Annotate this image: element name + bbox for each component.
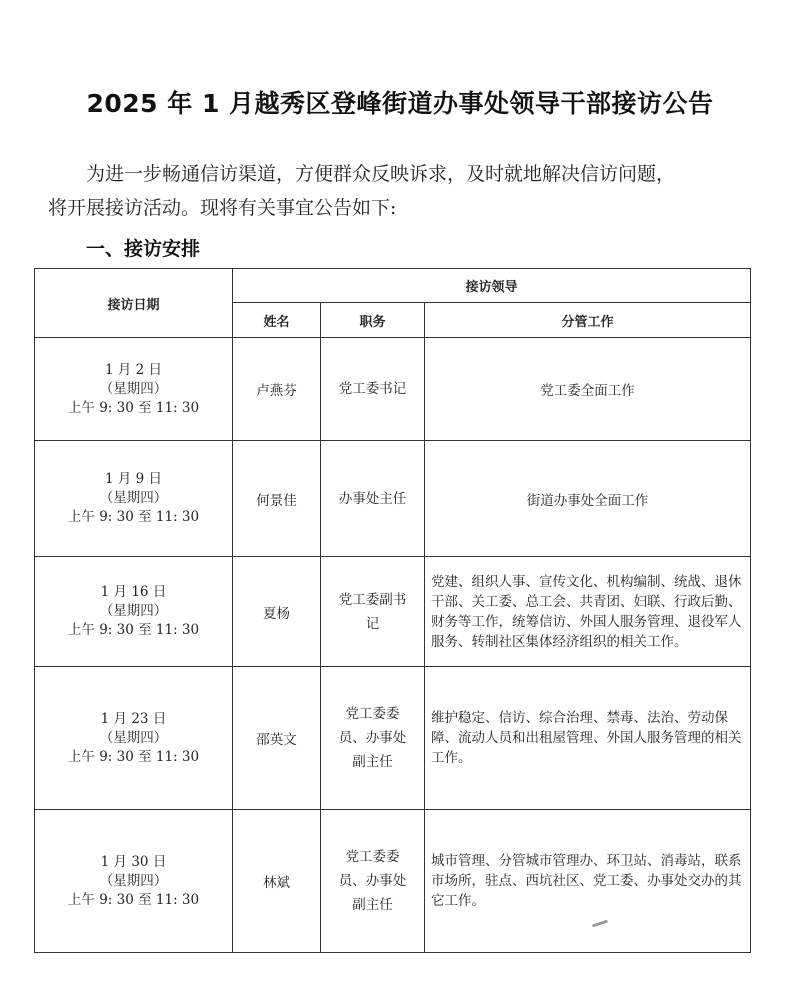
- intro-line-2: 将开展接访活动。现将有关事宜公告如下:: [48, 197, 397, 219]
- table-row: [35, 667, 751, 810]
- duty-cell: 党建、组织人事、宣传文化、机构编制、统战、退休干部、关工委、总工会、共青团、妇联、行政后勤、财务等工作，统筹信访、外国人服务管理、退役军人服务、转制社区集体经济组织的相关工作。: [425, 557, 751, 667]
- header-position: 职务: [321, 303, 425, 338]
- table-row: [35, 441, 751, 557]
- date-text: 1 月 2 日: [104, 361, 163, 378]
- time-text: 上午 9: 30 至 11: 30: [67, 891, 200, 908]
- date-cell: [35, 338, 233, 441]
- table-row: [35, 557, 751, 667]
- name-cell: 夏杨: [233, 557, 321, 667]
- date-cell: [35, 810, 233, 953]
- name-cell: 卢燕芬: [233, 338, 321, 441]
- time-text: 上午 9: 30 至 11: 30: [67, 622, 200, 638]
- date-cell: [35, 557, 233, 667]
- time-text: 上午 9: 30 至 11: 30: [67, 509, 200, 525]
- duty-cell: 维护稳定、信访、综合治理、禁毒、法治、劳动保障、流动人员和出租屋管理、外国人服务管理的相关工作。: [425, 667, 751, 810]
- date-text: 1 月 30 日: [100, 853, 167, 870]
- table-row: [35, 338, 751, 441]
- date-text: 1 月 9 日: [104, 471, 163, 487]
- time-text: 上午 9: 30 至 11: 30: [67, 748, 200, 765]
- date-cell: [35, 441, 233, 557]
- weekday-text: （星期四）: [99, 872, 168, 889]
- duty-cell: 街道办事处全面工作: [425, 441, 751, 557]
- date-text: 1 月 23 日: [100, 710, 167, 727]
- intro-paragraph: [48, 157, 764, 225]
- header-date: 接访日期: [35, 269, 233, 338]
- intro-line-1: 为进一步畅通信访渠道，方便群众反映诉求，及时就地解决信访问题，: [86, 163, 676, 185]
- page-title: 2025 年 1 月越秀区登峰街道办事处领导干部接访公告: [86, 89, 714, 118]
- position-cell: 党工委副书记: [321, 557, 425, 667]
- position-cell: 党工委委员、办事处副主任: [321, 667, 425, 810]
- header-duty: 分管工作: [425, 303, 751, 338]
- weekday-text: （星期四）: [99, 490, 168, 506]
- time-text: 上午 9: 30 至 11: 30: [67, 399, 200, 416]
- weekday-text: （星期四）: [99, 380, 168, 397]
- name-cell: 邵英文: [233, 667, 321, 810]
- section-heading: 一、接访安排: [86, 238, 201, 260]
- date-cell: [35, 667, 233, 810]
- duty-cell: 党工委全面工作: [425, 338, 751, 441]
- date-text: 1 月 16 日: [100, 584, 167, 600]
- table-row: [35, 810, 751, 953]
- weekday-text: （星期四）: [99, 603, 168, 619]
- name-cell: 何景佳: [233, 441, 321, 557]
- position-cell: 党工委委员、办事处副主任: [321, 810, 425, 953]
- position-cell: 办事处主任: [321, 441, 425, 557]
- weekday-text: （星期四）: [99, 729, 168, 746]
- duty-cell: 城市管理、分管城市管理办、环卫站、消毒站，联系市场所，驻点、西坑社区、党工委、办事处交办的其它工作。: [425, 810, 751, 953]
- schedule-table: [34, 268, 751, 953]
- name-cell: 林斌: [233, 810, 321, 953]
- header-name: 姓名: [233, 303, 321, 338]
- position-cell: 党工委书记: [321, 338, 425, 441]
- header-leader-group: 接访领导: [233, 269, 751, 303]
